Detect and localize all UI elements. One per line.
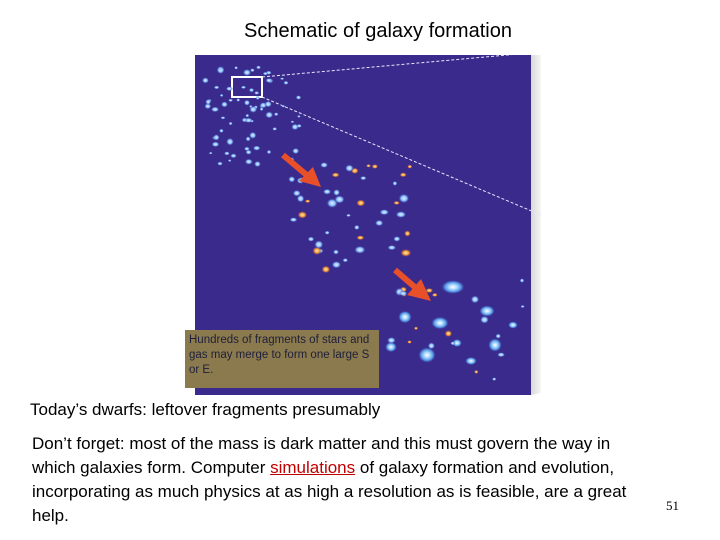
galaxy-fragment bbox=[281, 105, 285, 108]
galaxy-fragment bbox=[256, 96, 260, 100]
galaxy-fragment bbox=[214, 86, 220, 90]
galaxy-fragment bbox=[272, 127, 277, 131]
galaxy-fragment bbox=[289, 217, 297, 222]
galaxy-fragment bbox=[290, 121, 294, 124]
galaxy-fragment bbox=[254, 161, 261, 167]
galaxy-fragment bbox=[334, 195, 345, 204]
galaxy-fragment bbox=[346, 214, 351, 217]
galaxy-fragment bbox=[221, 101, 228, 107]
galaxy-fragment bbox=[360, 176, 367, 180]
galaxy-fragment bbox=[480, 316, 489, 324]
galaxy-fragment bbox=[228, 159, 232, 162]
galaxy-fragment bbox=[372, 164, 379, 169]
galaxy-fragment bbox=[398, 194, 409, 204]
galaxy-fragment bbox=[241, 86, 247, 89]
galaxy-fragment bbox=[320, 162, 328, 168]
galaxy-fragment bbox=[354, 246, 366, 254]
galaxy-fragment bbox=[450, 341, 455, 345]
simulations-link[interactable]: simulations bbox=[270, 458, 356, 477]
figure-caption: Hundreds of fragments of stars and gas may merge to form one large S or E. bbox=[185, 330, 379, 388]
galaxy-fragment bbox=[314, 240, 323, 249]
galaxy-fragment bbox=[288, 176, 295, 183]
galaxy-fragment bbox=[217, 162, 223, 166]
galaxy-fragment bbox=[245, 159, 253, 165]
galaxy-fragment bbox=[254, 91, 259, 95]
galaxy-fragment bbox=[305, 199, 311, 203]
galaxy-fragment bbox=[297, 211, 307, 219]
galaxy-fragment bbox=[264, 101, 272, 108]
galaxy-fragment bbox=[508, 321, 518, 328]
galaxy-fragment bbox=[407, 340, 412, 344]
galaxy-fragment bbox=[297, 115, 301, 118]
galaxy-fragment bbox=[236, 98, 240, 102]
galaxy-fragment bbox=[471, 295, 480, 303]
galaxy-fragment bbox=[492, 377, 497, 381]
galaxy-fragment bbox=[393, 201, 400, 205]
galaxy-fragment bbox=[399, 291, 408, 296]
galaxy-fragment bbox=[432, 293, 438, 297]
galaxy-fragment bbox=[342, 258, 348, 262]
galaxy-fragment bbox=[265, 111, 273, 118]
galaxy-fragment bbox=[356, 235, 364, 240]
galaxy-fragment bbox=[393, 236, 401, 242]
galaxy-fragment bbox=[253, 146, 261, 151]
galaxy-fragment bbox=[296, 95, 302, 100]
galaxy-fragment bbox=[226, 138, 234, 146]
body-text-end: of galaxy formation and evolution, incorporating as much physics at as high a resolution as is feasible, are a great help. bbox=[32, 458, 627, 525]
galaxy-fragment bbox=[479, 305, 495, 317]
galaxy-fragment bbox=[366, 164, 371, 168]
galaxy-fragment bbox=[219, 129, 224, 133]
galaxy-fragment bbox=[245, 150, 252, 155]
galaxy-fragment bbox=[260, 107, 264, 111]
galaxy-fragment bbox=[474, 370, 479, 374]
subheading: Today’s dwarfs: leftover fragments presumably bbox=[30, 400, 381, 419]
galaxy-fragment bbox=[375, 220, 384, 227]
galaxy-fragment bbox=[325, 231, 330, 235]
galaxy-fragment bbox=[216, 66, 224, 74]
galaxy-fragment bbox=[323, 189, 332, 195]
galaxy-fragment bbox=[265, 78, 272, 83]
galaxy-fragment bbox=[407, 165, 412, 169]
galaxy-fragment bbox=[333, 249, 339, 254]
galaxy-fragment bbox=[404, 230, 411, 237]
galaxy-fragment bbox=[495, 334, 501, 339]
galaxy-fragment bbox=[228, 99, 233, 102]
galaxy-fragment bbox=[249, 106, 257, 113]
galaxy-fragment bbox=[256, 65, 261, 69]
galaxy-fragment bbox=[243, 69, 252, 76]
galaxy-fragment bbox=[400, 249, 412, 257]
galaxy-fragment bbox=[465, 357, 477, 365]
galaxy-fragment bbox=[292, 148, 299, 154]
galaxy-fragment bbox=[488, 338, 502, 352]
galaxy-fragment bbox=[230, 153, 237, 158]
galaxy-fragment bbox=[293, 190, 301, 197]
galaxy-fragment bbox=[211, 141, 219, 147]
galaxy-fragment bbox=[205, 99, 211, 105]
galaxy-fragment bbox=[308, 237, 315, 242]
galaxy-fragment bbox=[387, 245, 396, 250]
galaxy-fragment bbox=[297, 124, 302, 128]
galaxy-fragment bbox=[245, 114, 249, 118]
slide-title: Schematic of galaxy formation bbox=[244, 20, 512, 42]
galaxy-fragment bbox=[331, 172, 340, 177]
galaxy-fragment bbox=[379, 209, 389, 215]
galaxy-fragment bbox=[387, 337, 396, 344]
galaxy-fragment bbox=[398, 311, 412, 324]
galaxy-fragment bbox=[249, 88, 255, 93]
galaxy-fragment bbox=[392, 181, 397, 186]
galaxy-fragment bbox=[414, 326, 418, 330]
galaxy-fragment bbox=[213, 134, 220, 141]
galaxy-fragment bbox=[356, 199, 365, 206]
galaxy-fragment bbox=[209, 152, 213, 155]
galaxy-fragment bbox=[418, 347, 436, 363]
galaxy-fragment bbox=[202, 77, 209, 83]
galaxy-fragment bbox=[244, 100, 250, 106]
galaxy-fragment bbox=[431, 317, 449, 330]
galaxy-fragment bbox=[332, 261, 342, 269]
galaxy-fragment bbox=[441, 280, 465, 294]
body-paragraph bbox=[32, 432, 642, 528]
galaxy-fragment bbox=[226, 86, 233, 91]
galaxy-fragment bbox=[520, 278, 525, 283]
galaxy-fragment bbox=[263, 72, 269, 76]
galaxy-fragment bbox=[280, 77, 284, 80]
galaxy-fragment bbox=[520, 305, 524, 308]
galaxy-formation-illustration bbox=[189, 55, 541, 395]
galaxy-fragment bbox=[497, 352, 505, 357]
galaxy-fragment bbox=[428, 342, 435, 349]
galaxy-fragment bbox=[218, 68, 222, 70]
body-text-start: Don’t forget: most of the mass is dark matter and this must govern the way in which galaxies form. Computer bbox=[32, 434, 611, 477]
galaxy-fragment bbox=[345, 164, 354, 172]
galaxy-fragment bbox=[211, 107, 220, 113]
galaxy-fragment bbox=[283, 81, 288, 85]
galaxy-fragment bbox=[395, 211, 406, 218]
galaxy-fragment bbox=[224, 151, 230, 155]
galaxy-fragment bbox=[321, 265, 330, 273]
galaxy-fragment bbox=[267, 150, 272, 154]
galaxy-fragment bbox=[333, 189, 340, 196]
galaxy-fragment bbox=[354, 225, 360, 230]
galaxy-fragment bbox=[229, 122, 233, 126]
galaxy-fragment bbox=[245, 118, 253, 123]
page-number: 51 bbox=[666, 498, 679, 513]
galaxy-fragment bbox=[249, 132, 257, 139]
galaxy-fragment bbox=[220, 94, 224, 97]
galaxy-fragment bbox=[220, 116, 225, 119]
galaxy-fragment bbox=[444, 330, 452, 337]
panel-edge bbox=[531, 55, 541, 395]
galaxy-fragment bbox=[400, 172, 407, 177]
galaxy-fragment bbox=[234, 66, 238, 70]
galaxy-fragment bbox=[274, 112, 279, 116]
